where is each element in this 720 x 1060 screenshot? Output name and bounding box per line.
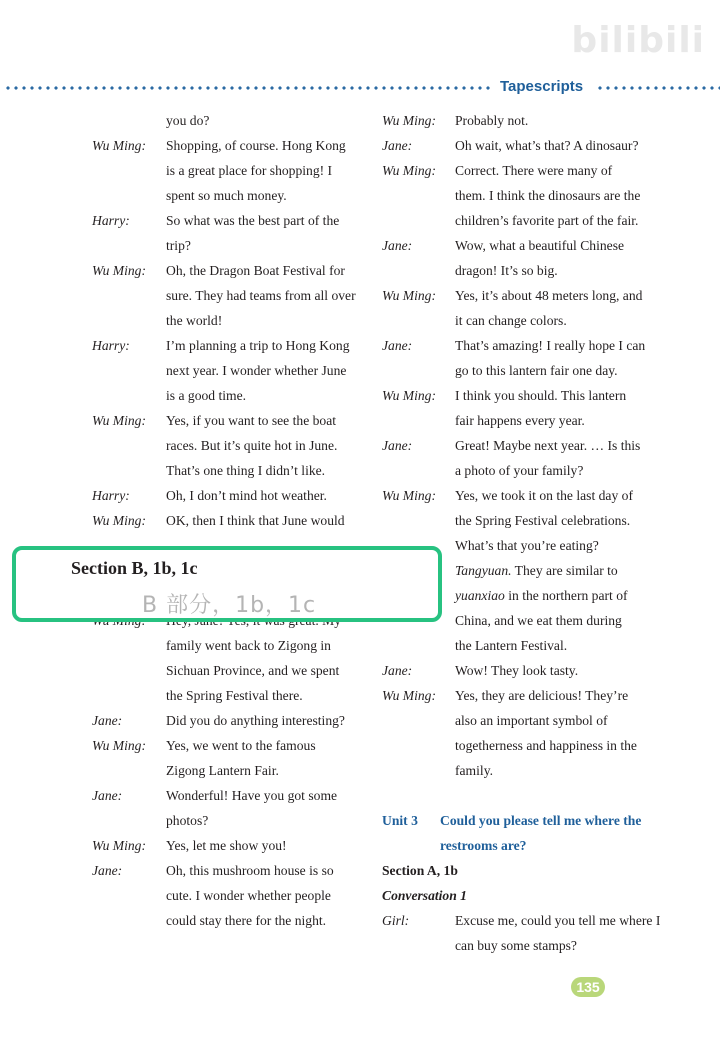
dialogue-line [382, 483, 667, 533]
dialogue-text: can buy some stamps? [455, 938, 577, 953]
dialogue-text: next year. I wonder whether June [166, 363, 347, 378]
speaker-name: Jane: [92, 788, 123, 803]
callout-title: Section B, 1b, 1c [71, 558, 198, 578]
dialogue-line [382, 383, 667, 433]
dialogue-text: Oh, I don’t mind hot weather. [166, 488, 327, 503]
speaker-name: Wu Ming: [92, 838, 146, 853]
dialogue-line [92, 608, 364, 708]
dialogue-text: family went back to Zigong in [166, 638, 331, 653]
dialogue-text: yuanxiao in the northern part of [455, 588, 628, 603]
dialogue-text: Great! Maybe next year. … Is this [455, 438, 641, 453]
dialogue-line [92, 708, 364, 733]
speaker-name: Jane: [382, 238, 413, 253]
dialogue-text: Zigong Lantern Fair. [166, 763, 279, 778]
dialogue-line [382, 283, 667, 333]
conversation-heading: Conversation 1 [382, 888, 467, 903]
dialogue-line [92, 108, 364, 133]
spacer [382, 783, 667, 808]
dialogue-line [92, 858, 364, 933]
dialogue-line [382, 658, 667, 683]
dialogue-text: That’s one thing I didn’t like. [166, 463, 326, 478]
dialogue-line [92, 783, 364, 833]
dialogue-text: Probably not. [455, 113, 529, 128]
dialogue-text: Oh, this mushroom house is so [166, 863, 334, 878]
dialogue-text: the world! [166, 313, 223, 328]
speaker-name: Jane: [382, 663, 413, 678]
speaker-name: Wu Ming: [92, 738, 146, 753]
header-title: Tapescripts [500, 78, 584, 95]
dialogue-line [382, 233, 667, 283]
speaker-name: Harry: [92, 338, 130, 353]
dialogue-text: it can change colors. [455, 313, 567, 328]
dialogue-text: could stay there for the night. [166, 913, 327, 928]
dialogue-text: Yes, we went to the famous [166, 738, 316, 753]
dialogue-text: I think you should. This lantern [455, 388, 627, 403]
speaker-name: Harry: [92, 213, 130, 228]
callout-subtitle: B 部分，1b，1c [142, 593, 317, 618]
dialogue-line [92, 483, 364, 508]
dialogue-text: Oh, the Dragon Boat Festival for [166, 263, 345, 278]
dialogue-line [92, 408, 364, 483]
dialogue-text: Tangyuan. They are similar to [455, 563, 618, 578]
dialogue-line [92, 333, 364, 408]
dialogue-text: Shopping, of course. Hong Kong [166, 138, 346, 153]
watermark-logo: bilibili [571, 20, 705, 61]
dialogue-text: them. I think the dinosaurs are the [455, 188, 641, 203]
dialogue-text: Wonderful! Have you got some [166, 788, 338, 803]
header-dots-right [596, 86, 720, 90]
dialogue-line [382, 908, 667, 958]
dialogue-line [382, 433, 667, 483]
dialogue-text: trip? [166, 238, 191, 253]
speaker-name: Harry: [92, 488, 130, 503]
unit-title: restrooms are? [440, 838, 527, 853]
dialogue-text: Yes, if you want to see the boat [166, 413, 337, 428]
dialogue-text: Yes, let me show you! [166, 838, 287, 853]
dialogue-text: Yes, we took it on the last day of [455, 488, 633, 503]
dialogue-text: Sichuan Province, and we spent [166, 663, 340, 678]
speaker-name: Jane: [382, 338, 413, 353]
dialogue-line [382, 108, 667, 133]
speaker-name: Wu Ming: [382, 113, 436, 128]
right-column [382, 108, 667, 958]
dialogue-line [92, 508, 364, 533]
dialogue-text: is a good time. [166, 388, 247, 403]
dialogue-text: is a great place for shopping! I [166, 163, 333, 178]
dialogue-text: the Spring Festival celebrations. [455, 513, 631, 528]
speaker-name: Wu Ming: [382, 388, 436, 403]
dialogue-text: also an important symbol of [455, 713, 608, 728]
speaker-name: Jane: [92, 863, 123, 878]
dialogue-line [382, 158, 667, 233]
speaker-name: Wu Ming: [92, 138, 146, 153]
dialogue-text: photos? [166, 813, 209, 828]
dialogue-text: Wow, what a beautiful Chinese [455, 238, 625, 253]
dialogue-text: go to this lantern fair one day. [455, 363, 618, 378]
speaker-name: Wu Ming: [382, 163, 436, 178]
dialogue-text: children’s favorite part of the fair. [455, 213, 639, 228]
speaker-name: Wu Ming: [92, 413, 146, 428]
dialogue-text: races. But it’s quite hot in June. [166, 438, 338, 453]
dialogue-text: cute. I wonder whether people [166, 888, 331, 903]
dialogue-text: I’m planning a trip to Hong Kong [166, 338, 350, 353]
dialogue-text: China, and we eat them during [455, 613, 622, 628]
speaker-name: Wu Ming: [382, 488, 436, 503]
speaker-name: Girl: [382, 913, 410, 928]
dialogue-line [92, 833, 364, 858]
dialogue-text: you do? [166, 113, 210, 128]
dialogue-text: the Spring Festival there. [166, 688, 303, 703]
speaker-name: Wu Ming: [382, 688, 436, 703]
speaker-name: Wu Ming: [92, 263, 146, 278]
dialogue-text: What’s that you’re eating? [455, 538, 599, 553]
dialogue-text: dragon! It’s so big. [455, 263, 558, 278]
dialogue-text: spent so much money. [166, 188, 287, 203]
dialogue-text: family. [455, 763, 493, 778]
dialogue-text: a photo of your family? [455, 463, 584, 478]
left-column [92, 108, 364, 933]
dialogue-line [382, 333, 667, 383]
dialogue-text: So what was the best part of the [166, 213, 340, 228]
unit-number: Unit 3 [382, 813, 418, 828]
dialogue-text: Oh wait, what’s that? A dinosaur? [455, 138, 639, 153]
unit-heading [382, 808, 667, 858]
header-dots-left [4, 86, 492, 90]
dialogue-text: fair happens every year. [455, 413, 585, 428]
dialogue-line [382, 683, 667, 783]
dialogue-line [92, 258, 364, 333]
speaker-name: Jane: [382, 438, 413, 453]
speaker-name: Jane: [92, 713, 123, 728]
dialogue-line [92, 133, 364, 208]
dialogue-line [382, 133, 667, 158]
section-heading: Section A, 1b [382, 863, 458, 878]
dialogue-text: Correct. There were many of [455, 163, 613, 178]
dialogue-line [92, 733, 364, 783]
subtitle-callout [12, 546, 442, 622]
page-number-badge: 135 [571, 977, 605, 997]
unit-title: Could you please tell me where the [440, 813, 642, 828]
dialogue-text: the Lantern Festival. [455, 638, 568, 653]
speaker-name: Wu Ming: [382, 288, 436, 303]
dialogue-text: Did you do anything interesting? [166, 713, 345, 728]
dialogue-text: That’s amazing! I really hope I can [455, 338, 646, 353]
dialogue-text: sure. They had teams from all over [166, 288, 356, 303]
dialogue-text: Excuse me, could you tell me where I [455, 913, 661, 928]
dialogue-line [92, 208, 364, 258]
dialogue-text: togetherness and happiness in the [455, 738, 637, 753]
dialogue-text: Yes, they are delicious! They’re [455, 688, 629, 703]
dialogue-text: Yes, it’s about 48 meters long, and [455, 288, 643, 303]
speaker-name: Jane: [382, 138, 413, 153]
speaker-name: Wu Ming: [92, 513, 146, 528]
page-header [0, 80, 720, 96]
dialogue-text: OK, then I think that June would [166, 513, 345, 528]
dialogue-text: Wow! They look tasty. [455, 663, 579, 678]
